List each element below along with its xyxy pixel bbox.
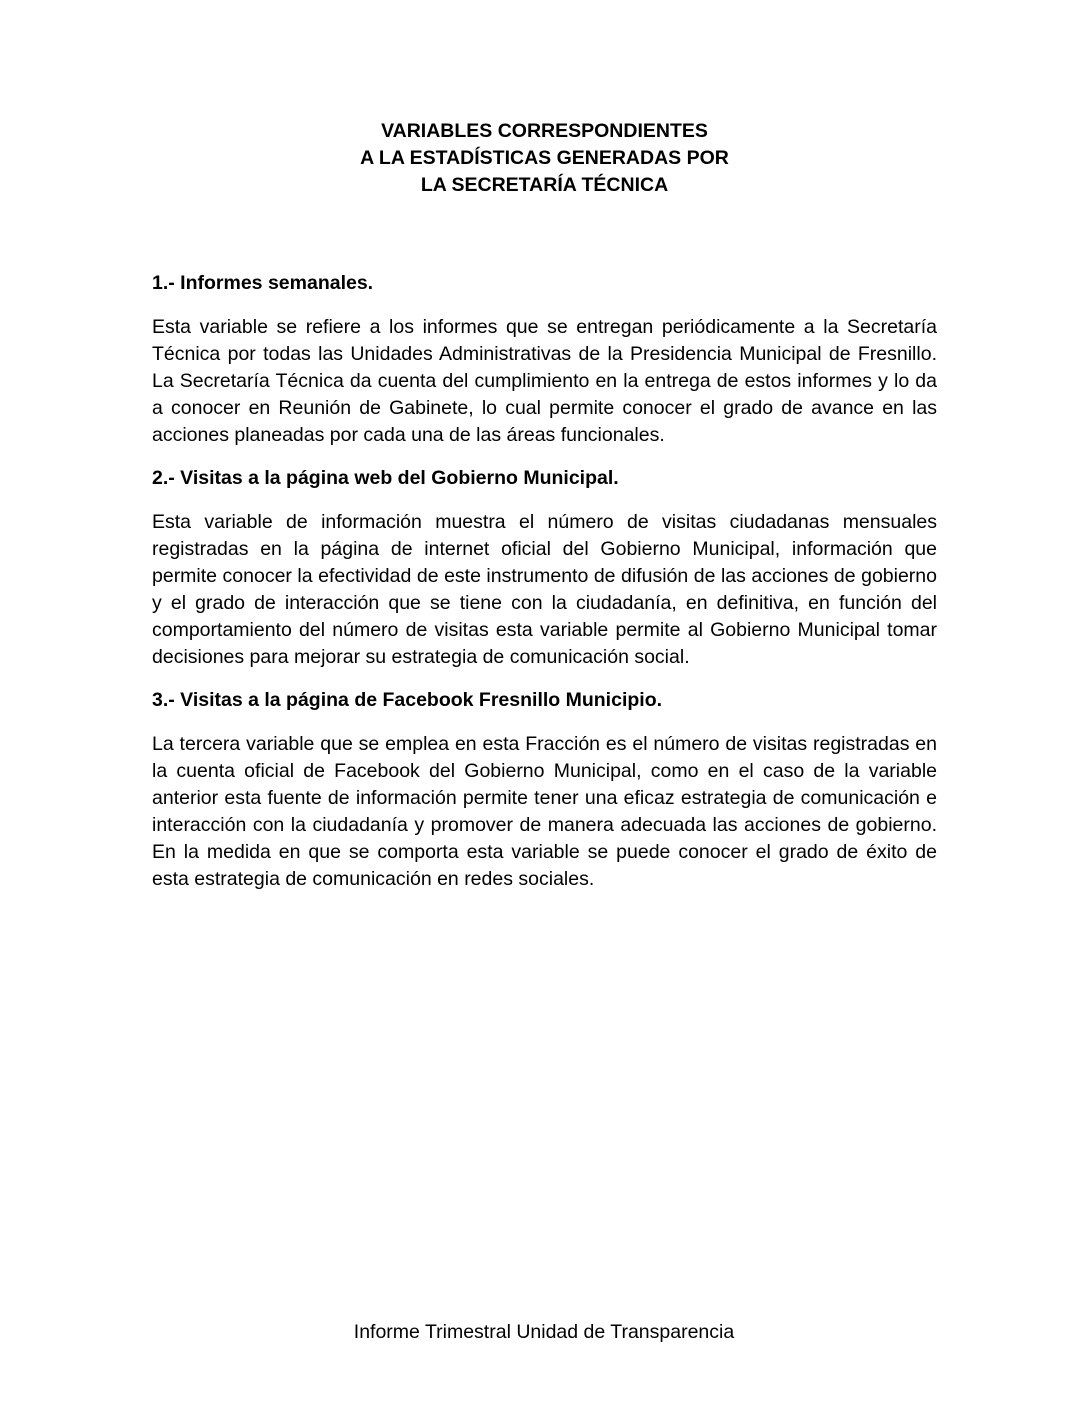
section-visitas-pagina-web [152, 465, 937, 671]
section-visitas-facebook [152, 687, 937, 893]
title-line-1: VARIABLES CORRESPONDIENTES [381, 120, 708, 142]
section-informes-semanales [152, 270, 937, 449]
title-line-3: LA SECRETARÍA TÉCNICA [420, 174, 669, 196]
page-footer [0, 1319, 1088, 1346]
section-heading: 1.- Informes semanales. [152, 272, 374, 294]
section-paragraph: Esta variable de información muestra el número de visitas ciudadanas mensuales registradas en la página de internet oficial del Gobierno Municipal, información que permite conocer la efectividad de este instrumento de difusión de las acciones de gobierno y el grado de interacción que se tiene con la ciudadanía, en definitiva, en función del comportamiento del número de visitas esta variable permite al Gobierno Municipal tomar decisiones para mejorar su estrategia de comunicación social. [152, 511, 937, 668]
footer-text: Informe Trimestral Unidad de Transparencia [353, 1321, 735, 1343]
section-heading: 2.- Visitas a la página web del Gobierno Municipal. [152, 467, 619, 489]
title-line-2: A LA ESTADÍSTICAS GENERADAS POR [360, 147, 729, 169]
section-paragraph: Esta variable se refiere a los informes que se entregan periódicamente a la Secretaría Técnica por todas las Unidades Administrativas de la Presidencia Municipal de Fresnillo. La Secretaría Técnica da cuenta del cumplimiento en la entrega de estos informes y lo da a conocer en Reunión de Gabinete, lo cual permite conocer el grado de avance en las acciones planeadas por cada una de las áreas funcionales. [152, 316, 937, 446]
document-title [152, 118, 937, 199]
section-paragraph: La tercera variable que se emplea en esta Fracción es el número de visitas registradas en la cuenta oficial de Facebook del Gobierno Municipal, como en el caso de la variable anterior esta fuente de información permite tener una eficaz estrategia de comunicación e interacción con la ciudadanía y promover de manera adecuada las acciones de gobierno. En la medida en que se comporta esta variable se puede conocer el grado de éxito de esta estrategia de comunicación en redes sociales. [152, 733, 937, 890]
section-heading: 3.- Visitas a la página de Facebook Fresnillo Municipio. [152, 689, 663, 711]
